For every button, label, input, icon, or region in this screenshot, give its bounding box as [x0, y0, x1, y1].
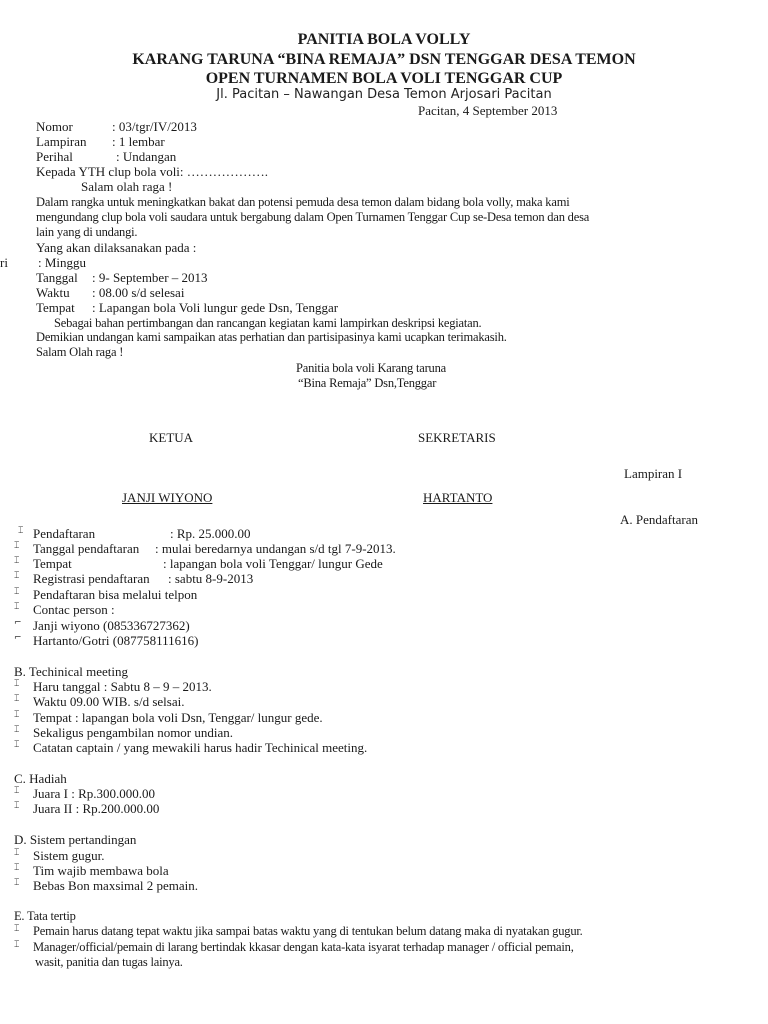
header-address: Jl. Pacitan – Nawangan Desa Temon Arjosari Pacitan: [216, 87, 552, 102]
nomor-label: Nomor: [36, 119, 73, 134]
item-value: : Rp. 25.000.00: [170, 526, 251, 541]
bullet-icon: ⌶: [14, 725, 20, 735]
list-item-continuation: wasit, panitia dan tugas lainya.: [35, 955, 183, 969]
bullet-icon: ⌐: [14, 618, 22, 628]
item-text: Hartanto/Gotri (087758111616): [33, 633, 199, 648]
bullet-icon: ⌶: [14, 924, 20, 934]
bullet-icon: ⌶: [14, 571, 20, 581]
attachment-title: Lampiran I: [624, 466, 683, 481]
section-d-heading: D. Sistem pertandingan: [14, 832, 137, 847]
list-item: Waktu 09.00 WIB. s/d selsai.: [33, 694, 185, 709]
list-item: Tim wajib membawa bola: [33, 863, 169, 878]
letter-date: Pacitan, 4 September 2013: [418, 103, 558, 118]
bullet-icon: ⌶: [14, 801, 20, 811]
hari-label: ri: [0, 255, 8, 270]
list-item: Juara II : Rp.200.000.00: [33, 801, 160, 816]
kepada-line: Kepada YTH clup bola voli: ……………….: [36, 164, 269, 179]
item-label: Tempat: [33, 556, 72, 571]
sekretaris-name: HARTANTO: [423, 490, 493, 505]
lampiran-value: : 1 lembar: [112, 134, 165, 149]
item-label: Tanggal pendaftaran: [33, 541, 140, 556]
tempat-value: : Lapangan bola Voli lungur gede Dsn, Tenggar: [92, 300, 339, 315]
waktu-value: : 08.00 s/d selesai: [92, 285, 185, 300]
bullet-icon: ⌐: [14, 633, 22, 643]
header-title-line3: OPEN TURNAMEN BOLA VOLI TENGGAR CUP: [205, 70, 563, 87]
bullet-icon: ⌶: [14, 679, 20, 689]
body-para1-line3: lain yang di undangi.: [36, 225, 138, 239]
tempat-label: Tempat: [36, 300, 75, 315]
section-b-heading: B. Techinical meeting: [14, 664, 129, 679]
org-line1: Panitia bola voli Karang taruna: [296, 361, 447, 375]
bullet-icon: ⌶: [14, 786, 20, 796]
section-a-heading: A. Pendaftaran: [620, 512, 698, 527]
body-para1-line1: Dalam rangka untuk meningkatkan bakat dan potensi pemuda desa temon dalam bidang bola volly, maka kami: [36, 195, 570, 209]
bullet-icon: ⌶: [14, 940, 20, 950]
bullet-icon: ⌶: [14, 587, 20, 597]
perihal-label: Perihal: [36, 149, 73, 164]
bullet-icon: ⌶: [14, 602, 20, 612]
list-item: Catatan captain / yang mewakili harus hadir Techinical meeting.: [33, 740, 368, 755]
bullet-icon: ⌶: [18, 526, 24, 536]
schedule-intro: Yang akan dilaksanakan pada :: [36, 240, 197, 255]
list-item: Pemain harus datang tepat waktu jika sampai batas waktu yang di tentukan belum datang maka di nyatakan gugur.: [33, 924, 583, 938]
bullet-icon: ⌶: [14, 710, 20, 720]
waktu-label: Waktu: [36, 285, 70, 300]
sekretaris-title: SEKRETARIS: [418, 430, 496, 445]
list-item: Haru tanggal : Sabtu 8 – 9 – 2013.: [33, 679, 212, 694]
list-item: Bebas Bon maxsimal 2 pemain.: [33, 878, 199, 893]
item-label: Registrasi pendaftaran: [33, 571, 150, 586]
list-item: Sistem gugur.: [33, 848, 105, 863]
bullet-icon: ⌶: [14, 740, 20, 750]
bullet-icon: ⌶: [14, 556, 20, 566]
item-label: Pendaftaran: [33, 526, 96, 541]
item-value: : mulai beredarnya undangan s/d tgl 7-9-2013.: [155, 541, 396, 556]
bullet-icon: ⌶: [14, 863, 20, 873]
item-value: : sabtu 8-9-2013: [168, 571, 254, 586]
hari-value: : Minggu: [38, 255, 87, 270]
bullet-icon: ⌶: [14, 541, 20, 551]
lampiran-label: Lampiran: [36, 134, 87, 149]
tanggal-value: : 9- September – 2013: [92, 270, 208, 285]
body-para2: Sebagai bahan pertimbangan dan rancangan kegiatan kami lampirkan deskripsi kegiatan.: [54, 316, 482, 330]
item-text: Janji wiyono (085336727362): [33, 618, 190, 633]
ketua-title: KETUA: [149, 430, 194, 445]
perihal-value: : Undangan: [116, 149, 177, 164]
greeting: Salam olah raga !: [81, 179, 173, 194]
bullet-icon: ⌶: [14, 848, 20, 858]
closing: Salam Olah raga !: [36, 345, 124, 359]
body-para3: Demikian undangan kami sampaikan atas perhatian dan partisipasinya kami ucapkan terimakasih.: [36, 330, 507, 344]
item-text: Pendaftaran bisa melalui telpon: [33, 587, 198, 602]
tanggal-label: Tanggal: [36, 270, 78, 285]
bullet-icon: ⌶: [14, 878, 20, 888]
header-title-line2: KARANG TARUNA “BINA REMAJA” DSN TENGGAR DESA TEMON: [132, 51, 636, 68]
org-line2: “Bina Remaja” Dsn,Tenggar: [298, 376, 437, 390]
item-value: : lapangan bola voli Tenggar/ lungur Gede: [163, 556, 383, 571]
bullet-icon: ⌶: [14, 694, 20, 704]
section-c-heading: C. Hadiah: [14, 771, 67, 786]
ketua-name: JANJI WIYONO: [122, 490, 213, 505]
body-para1-line2: mengundang clup bola voli saudara untuk bergabung dalam Open Turnamen Tenggar Cup se-Desa temon dan desa: [36, 210, 590, 224]
item-text: Contac person :: [33, 602, 115, 617]
list-item: Manager/official/pemain di larang bertindak kkasar dengan kata-kata isyarat terhadap manager / official pemain,: [33, 940, 574, 954]
section-e-heading: E. Tata tertip: [14, 909, 76, 923]
header-title-line1: PANITIA BOLA VOLLY: [297, 31, 471, 48]
list-item: Tempat : lapangan bola voli Dsn, Tenggar/ lungur gede.: [33, 710, 323, 725]
list-item: Sekaligus pengambilan nomor undian.: [33, 725, 234, 740]
nomor-value: : 03/tgr/IV/2013: [112, 119, 197, 134]
list-item: Juara I : Rp.300.000.00: [33, 786, 156, 801]
